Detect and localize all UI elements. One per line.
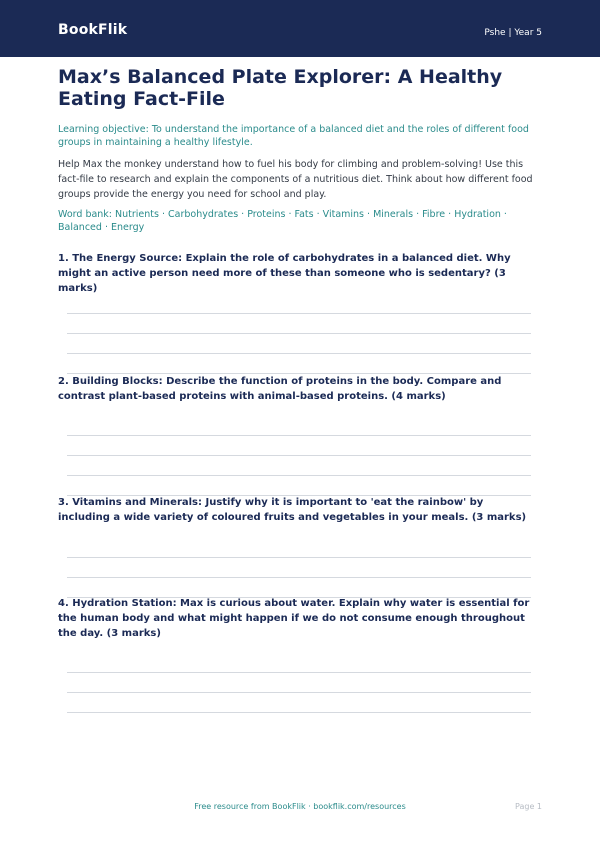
- question-3: 3. Vitamins and Minerals: Justify why it is important to 'eat the rainbow' by including a wide variety of coloured fruits and vegetables in your meals. (3 marks): [58, 497, 527, 523]
- answer-line[interactable]: [67, 692, 531, 693]
- answer-line[interactable]: [67, 435, 531, 436]
- answer-line[interactable]: [67, 672, 531, 673]
- answer-line[interactable]: [67, 333, 531, 334]
- question-4: 4. Hydration Station: Max is curious about water. Explain why water is essential for the human body and what might happen if we do not consume enough throughout the day. (3 marks): [58, 598, 530, 639]
- page-title: Max’s Balanced Plate Explorer: A Healthy Eating Fact-File: [58, 66, 503, 110]
- word-bank: Word bank: Nutrients · Carbohydrates · Proteins · Fats · Vitamins · Minerals · Fibre · Hydration · Balanced · Energy: [58, 209, 507, 233]
- answer-line[interactable]: [67, 577, 531, 578]
- answer-line[interactable]: [67, 712, 531, 713]
- question-2: 2. Building Blocks: Describe the function of proteins in the body. Compare and contrast plant-based proteins with animal-based proteins. (4 marks): [58, 376, 502, 402]
- intro-text: Help Max the monkey understand how to fuel his body for climbing and problem-solving! Use this fact-file to research and explain the components of a nutritious diet. Think about how different food groups provide the energy you need for school and play.: [58, 159, 533, 200]
- subject-year: Pshe | Year 5: [484, 28, 542, 38]
- header-bar: [0, 0, 600, 57]
- answer-line[interactable]: [67, 475, 531, 476]
- question-1: 1. The Energy Source: Explain the role of carbohydrates in a balanced diet. Why might an active person need more of these than someone who is sedentary? (3 marks): [58, 253, 511, 294]
- answer-line[interactable]: [67, 353, 531, 354]
- learning-objective: Learning objective: To understand the importance of a balanced diet and the roles of different food groups in maintaining a healthy lifestyle.: [58, 124, 529, 148]
- page-number: Page 1: [515, 802, 542, 811]
- brand-logo[interactable]: BookFlik: [58, 22, 128, 38]
- footer-resource-link[interactable]: Free resource from BookFlik · bookflik.com/resources: [194, 802, 406, 811]
- answer-line[interactable]: [67, 557, 531, 558]
- answer-line[interactable]: [67, 313, 531, 314]
- answer-line[interactable]: [67, 455, 531, 456]
